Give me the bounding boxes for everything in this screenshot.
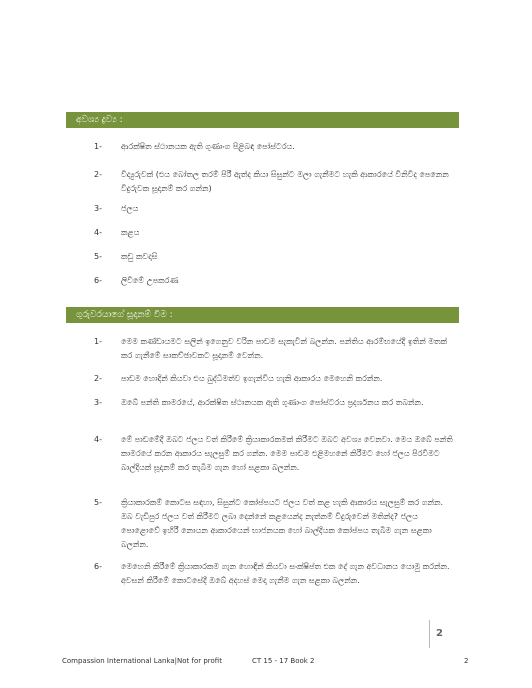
- item-number: 6-: [94, 562, 102, 571]
- item-text: ක්‍රියාකාරකම් කොටස සඳහා, සිසුන්ට කෝප්පයට ජලය වත් කළ හැකි ආකාරය සැලසුම් කර ගන්න. ඔබ වැඩිපුර ජලය වත් කිරීමට ලබා දෙන්නේ කළයෙන්ද නැත්නම් විදුරුවෙන් මතින්ද? ජලය පොළොවේ ඉහිරී නොයන ආකාරයෙන් භාජනයක හෝ බාල්දියක කෝප්පය තැබීම ගැන සළකා බලන්න.: [121, 498, 444, 549]
- footer-page-number: 2: [464, 657, 469, 665]
- item-number: 2-: [94, 374, 102, 383]
- list-item: [94, 202, 454, 216]
- item-number: 5-: [94, 498, 102, 507]
- page-number: 2: [436, 628, 443, 639]
- item-text: මෙම කණ්ඩායමට සලින් ඉගෙනුව වරින පාඩම සැකැවින් බලන්න. පන්තිය ආරම්භයේදී ඉතින් මතක් කර ගැනීමේ සාකච්ඡාවකට සූදානම් වෙන්න.: [121, 337, 448, 360]
- list-item: [94, 396, 454, 410]
- item-text: ඔබේ පන්ති කාමරයේ, ආරක්ෂිත ස්ථානයක ඇති ගුණාංග පෝස්ටරය ප්‍රදර්ශනය කර තබන්න.: [121, 398, 424, 407]
- list-item: [94, 168, 454, 196]
- item-text: විද්‍යුරුවක් (එය බෝතල තරම් පිරී ඇත්ද කියා සිසුන්ට මලා ගැනීමට හැකි ආකාරයේ විනිවිද පෙනෙන විදුරුවක සූදානම් කර ගන්න): [121, 170, 449, 193]
- list-item: [94, 433, 454, 475]
- item-text: කඩු කවදාසි: [121, 252, 158, 261]
- list-item: [94, 226, 454, 240]
- item-number: 3-: [94, 204, 102, 213]
- list-item: [94, 335, 454, 363]
- item-number: 5-: [94, 252, 102, 261]
- section-heading-materials: අවශ්‍ය ද්‍රව්‍ය :: [66, 112, 459, 128]
- item-number: 6-: [94, 276, 102, 285]
- list-item: [94, 496, 454, 552]
- page-number-divider: [429, 620, 430, 648]
- item-number: 1-: [94, 142, 102, 151]
- item-number: 4-: [94, 228, 102, 237]
- section-heading-teacher-preparation: ගුරුවරයාගේ සූදානම් වීම :: [66, 307, 459, 323]
- list-item: [94, 274, 454, 288]
- list-item: [94, 140, 454, 154]
- item-number: 2-: [94, 170, 102, 179]
- item-number: 3-: [94, 398, 102, 407]
- item-text: මෙහෙනි කිරීමේ ක්‍රියාකාරකම ගැන හොඳින් කියවා සංක්ෂිප්ත එක දේ ගැන අවධානය යොමු කරන්න. අවසන් කිරීමේ කොටසේදී ඔබේ අදහස් මෙදා ගැනීම ගැන සළකා බලන්න.: [121, 562, 450, 585]
- item-text: ජලය: [121, 204, 139, 213]
- item-text: ආරක්ෂිත ස්ථානයක ඇති ගුණාංග පිළිබඳ පෝස්ටරය.: [121, 142, 295, 151]
- item-number: 4-: [94, 435, 102, 444]
- item-text: කළය: [121, 228, 140, 237]
- item-text: මේ පාඩමේදී ඔබට ජලය වත් කිරීමේ ක්‍රියාකාරකමක් කිරීමට ඔබට අවශ්‍ය වෙනවා. මෙය ඔබේ පන්ති කාමරයේ කරන ආකාරය සැලසුම් කර ගන්න. මෙම පාඩම එළිමහනේ කිරීමට හෝ ජලය පිරවීමට බාල්දියක් සූදානම් කර තැබීම ගැන හෝ සළකා බලන්න.: [121, 435, 453, 472]
- footer-book: CT 15 - 17 Book 2: [252, 657, 315, 665]
- list-item: [94, 250, 454, 264]
- footer-organization: Compassion International Lanka|Not for profit: [62, 657, 222, 665]
- list-item: [94, 560, 454, 588]
- item-text: පාඩම හොදින් කියවා එය බුද්ධිමත්ව ඉගැන්විය හැකි ආකාරය මෙහෙනි කරන්න.: [121, 374, 383, 383]
- list-item: [94, 372, 454, 386]
- item-text: ලිවීමේ උපකරණ: [121, 276, 179, 285]
- item-number: 1-: [94, 337, 102, 346]
